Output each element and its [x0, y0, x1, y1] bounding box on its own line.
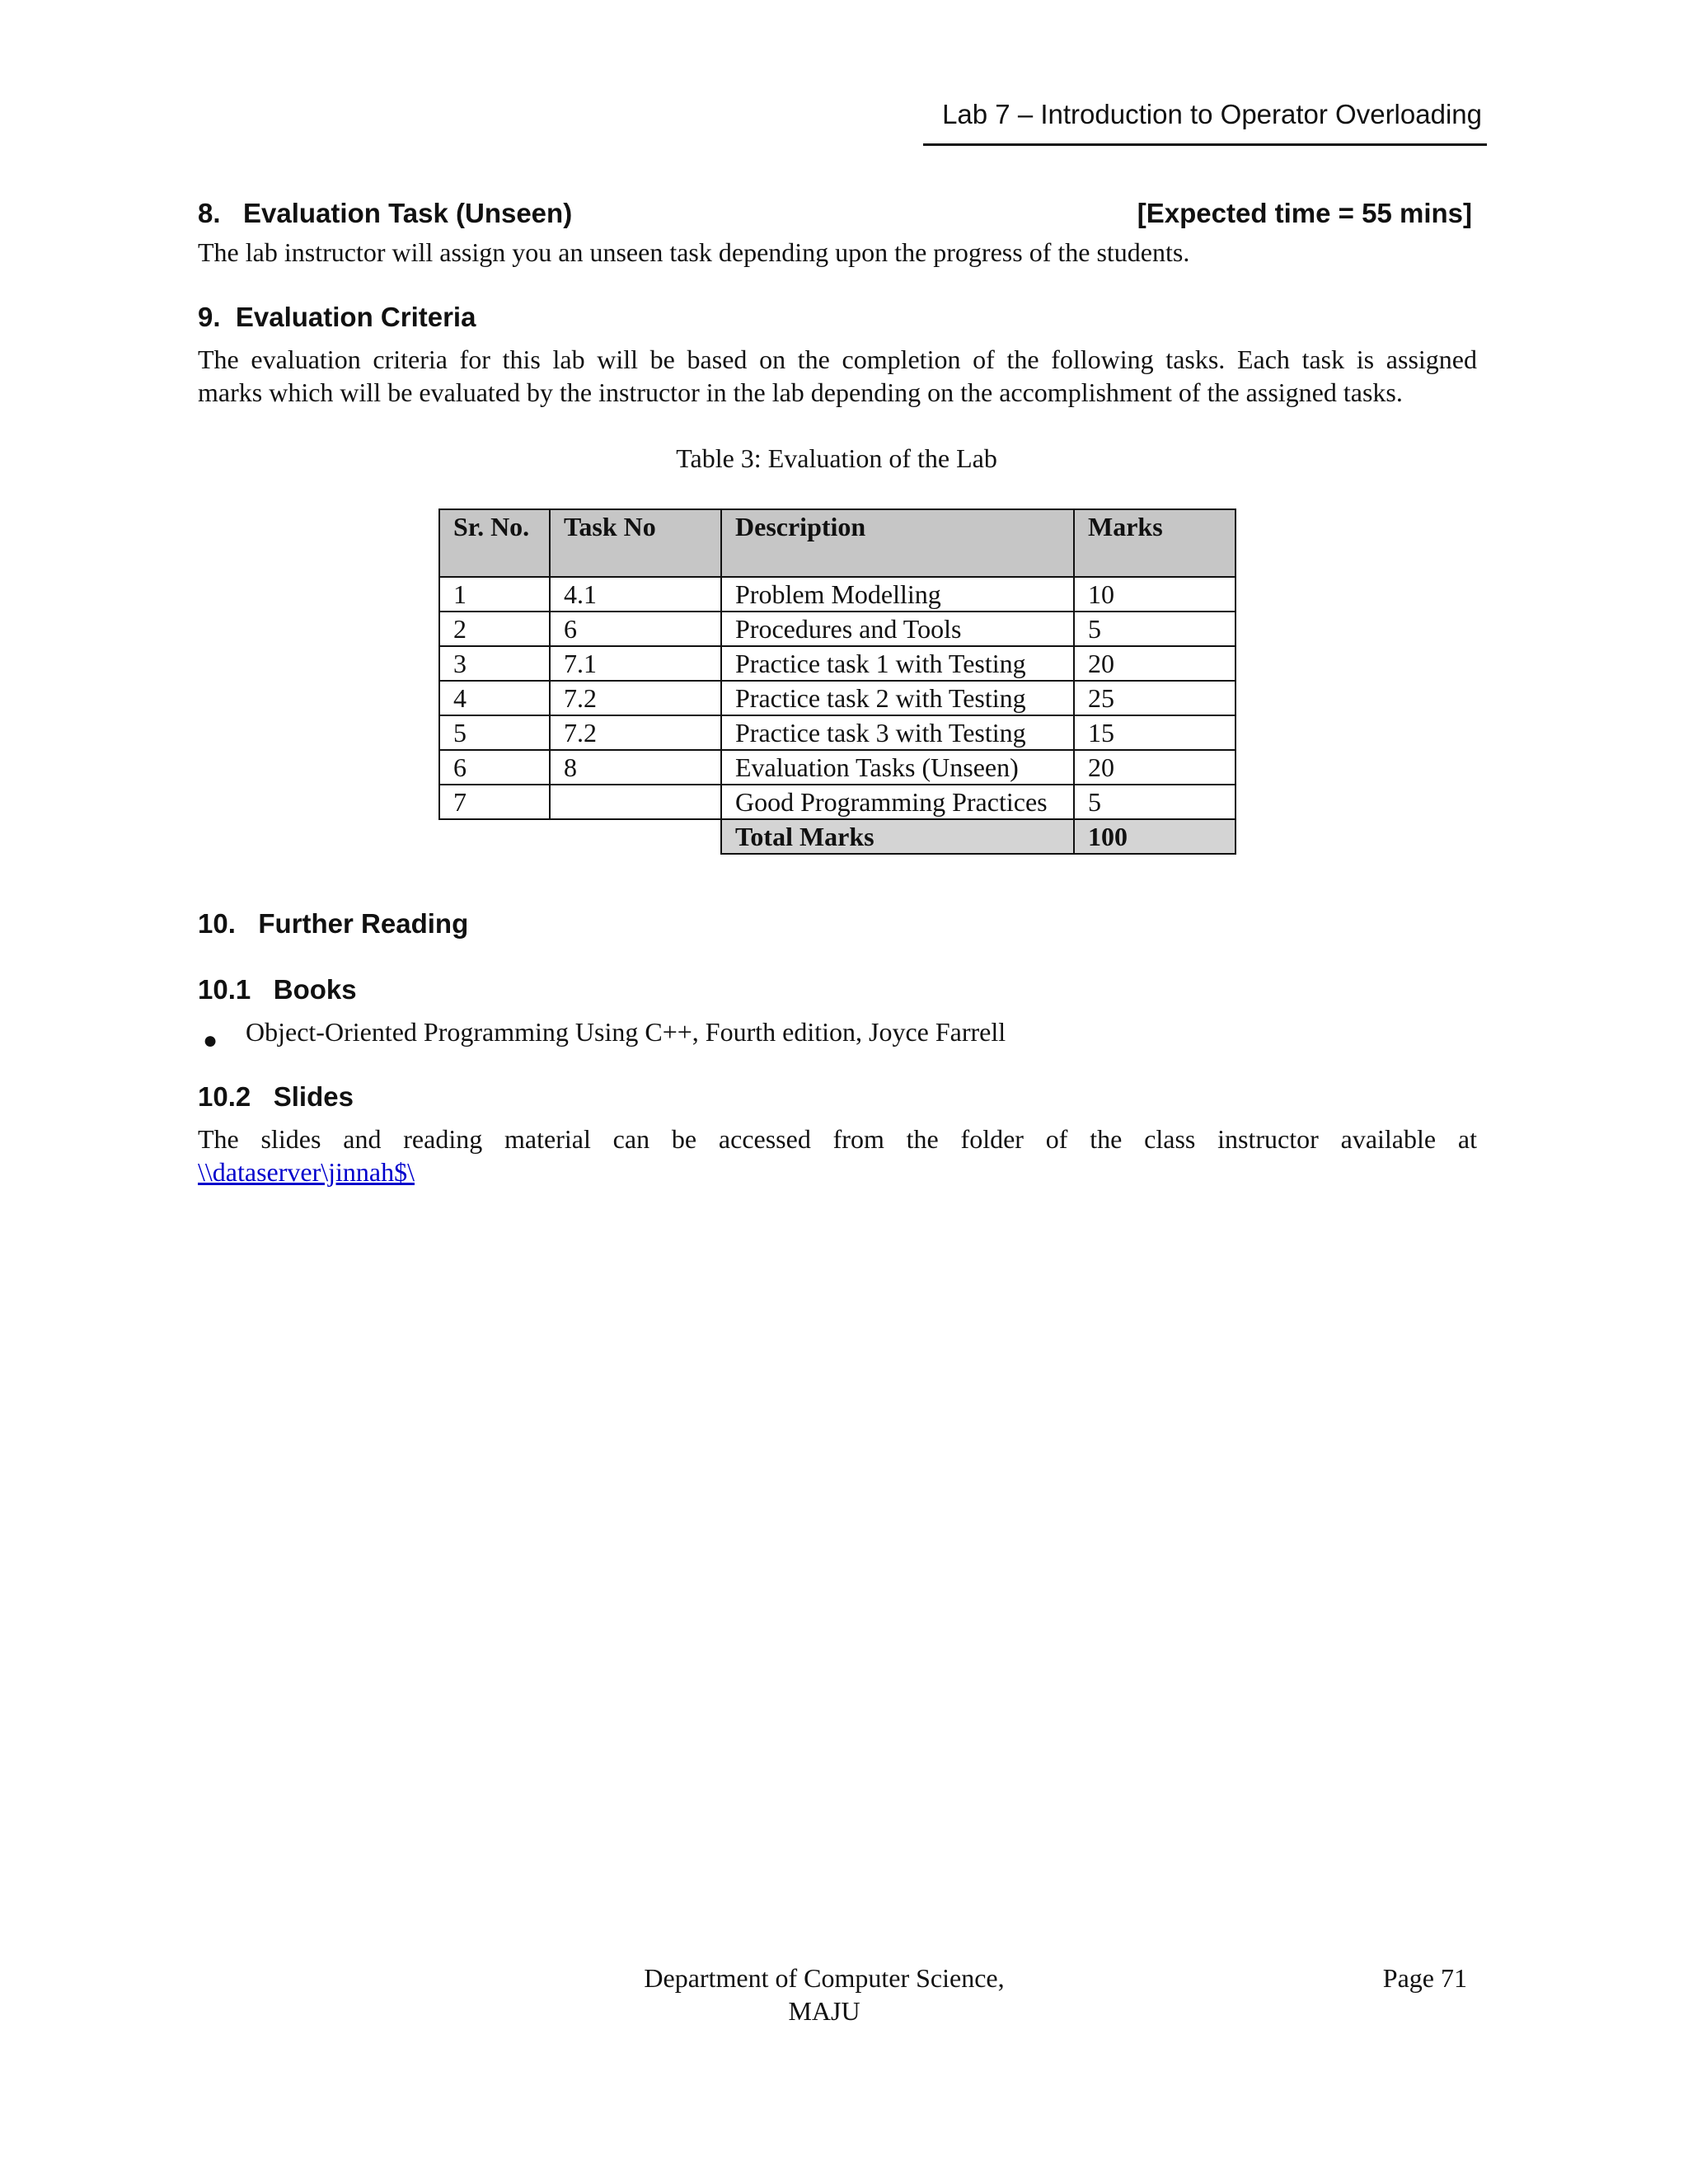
footer-line2: MAJU	[788, 1996, 860, 2026]
section-10-1-heading: 10.1 Books	[198, 974, 357, 1005]
total-value: 100	[1074, 819, 1236, 854]
table-row	[439, 750, 1236, 785]
cell-task	[550, 785, 721, 819]
book-item: Object-Oriented Programming Using C++, Fourth edition, Joyce Farrell	[246, 1017, 1006, 1047]
table-row	[439, 577, 1236, 612]
header-rule	[923, 143, 1487, 146]
table-row	[439, 715, 1236, 750]
cell-description: Evaluation Tasks (Unseen)	[721, 750, 1074, 785]
section-10-heading: 10. Further Reading	[198, 908, 469, 939]
section-9-heading: 9. Evaluation Criteria	[198, 302, 476, 332]
cell-sr: 6	[439, 750, 550, 785]
cell-sr: 4	[439, 681, 550, 715]
section-9-body-line1: The evaluation criteria for this lab will be based on the completion of the following tasks. Each task is assigned	[198, 344, 1477, 374]
cell-task: 4.1	[550, 577, 721, 612]
page-number: Page 71	[1382, 1963, 1467, 1993]
section-9-body-line2: marks which will be evaluated by the instructor in the lab depending on the accomplishment of the assigned tasks.	[198, 377, 1403, 407]
cell-marks: 10	[1074, 577, 1236, 612]
section-8-body: The lab instructor will assign you an unseen task depending upon the progress of the students.	[198, 237, 1190, 267]
cell-marks: 15	[1074, 715, 1236, 750]
table-row	[439, 785, 1236, 819]
slides-body-line1: The slides and reading material can be accessed from the folder of the class instructor available at	[198, 1124, 1477, 1154]
header-description: Description	[721, 509, 1074, 577]
cell-marks: 20	[1074, 750, 1236, 785]
table-row	[439, 612, 1236, 646]
cell-task: 7.1	[550, 646, 721, 681]
cell-description: Practice task 1 with Testing	[721, 646, 1074, 681]
cell-description: Procedures and Tools	[721, 612, 1074, 646]
evaluation-table	[438, 509, 1236, 855]
header-marks: Marks	[1074, 509, 1236, 577]
footer-line1: Department of Computer Science,	[644, 1963, 1005, 1993]
header-task-no: Task No	[550, 509, 721, 577]
cell-description: Good Programming Practices	[721, 785, 1074, 819]
cell-marks: 25	[1074, 681, 1236, 715]
total-spacer	[439, 819, 721, 854]
cell-task: 8	[550, 750, 721, 785]
cell-sr: 7	[439, 785, 550, 819]
cell-marks: 5	[1074, 612, 1236, 646]
cell-marks: 20	[1074, 646, 1236, 681]
expected-time: [Expected time = 55 mins]	[1137, 198, 1472, 228]
header-sr-no: Sr. No.	[439, 509, 550, 577]
cell-task: 7.2	[550, 681, 721, 715]
table-row	[439, 646, 1236, 681]
cell-task: 6	[550, 612, 721, 646]
section-8-heading: 8. Evaluation Task (Unseen)	[198, 198, 573, 228]
footer-department	[544, 1961, 1104, 2027]
cell-description: Practice task 3 with Testing	[721, 715, 1074, 750]
cell-sr: 3	[439, 646, 550, 681]
cell-sr: 2	[439, 612, 550, 646]
table-header-row	[439, 509, 1236, 577]
total-label: Total Marks	[721, 819, 1074, 854]
cell-sr: 1	[439, 577, 550, 612]
cell-marks: 5	[1074, 785, 1236, 819]
section-10-2-heading: 10.2 Slides	[198, 1081, 354, 1112]
table-row	[439, 681, 1236, 715]
cell-sr: 5	[439, 715, 550, 750]
running-header: Lab 7 – Introduction to Operator Overloading	[942, 99, 1482, 129]
bullet-dot-icon: ●	[203, 1027, 218, 1054]
table-total-row	[439, 819, 1236, 854]
cell-task: 7.2	[550, 715, 721, 750]
dataserver-link[interactable]: \\dataserver\jinnah$\	[198, 1157, 415, 1187]
cell-description: Problem Modelling	[721, 577, 1074, 612]
table-caption: Table 3: Evaluation of the Lab	[676, 443, 997, 473]
cell-description: Practice task 2 with Testing	[721, 681, 1074, 715]
